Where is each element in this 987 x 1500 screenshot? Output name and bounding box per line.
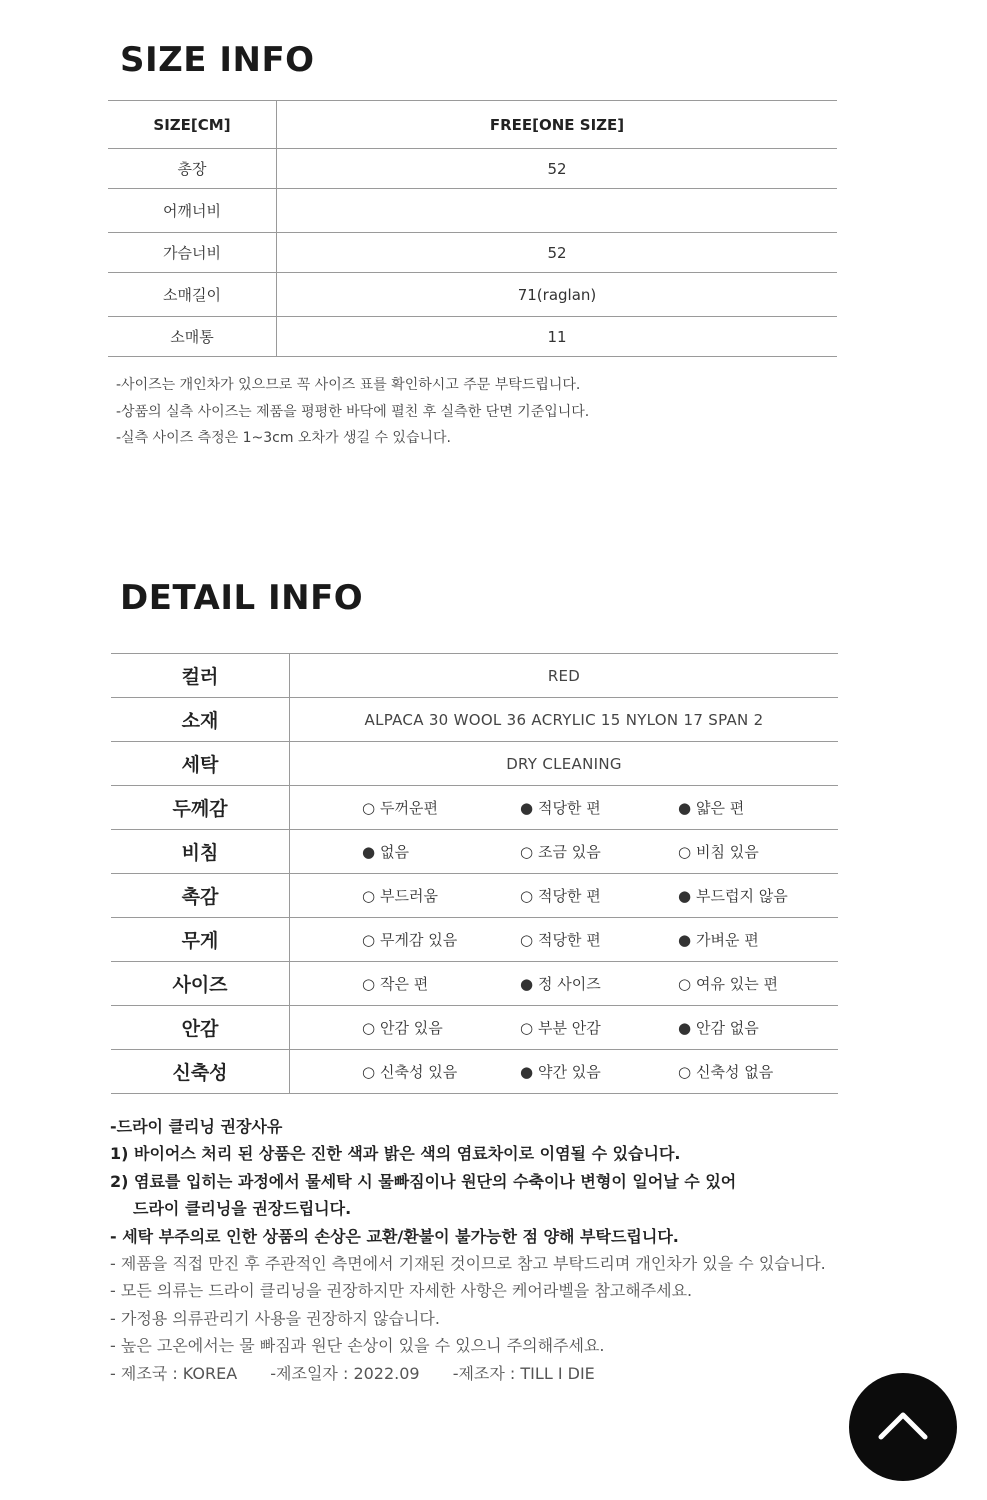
detail-note: - 높은 고온에서는 물 빠짐과 원단 손상이 있을 수 있으니 주의해주세요.: [110, 1336, 605, 1356]
country-of-origin: - 제조국 : KOREA: [110, 1363, 238, 1383]
size-row-label: 소매통: [108, 317, 277, 357]
radio-mark-icon: ●: [362, 843, 376, 861]
size-row-value: [277, 189, 838, 233]
radio-mark-icon: ●: [520, 975, 534, 993]
radio-mark-icon: ●: [678, 887, 692, 905]
rating-row-label: 두께감: [111, 786, 290, 830]
rating-option-text: 두꺼운편: [380, 799, 438, 817]
rating-option: [678, 929, 828, 950]
radio-mark-icon: ○: [362, 1063, 376, 1081]
radio-mark-icon: ○: [520, 887, 534, 905]
rating-row-label: 신축성: [111, 1050, 290, 1094]
rating-row-label: 안감: [111, 1006, 290, 1050]
radio-mark-icon: ●: [520, 1063, 534, 1081]
rating-option: [290, 797, 520, 818]
rating-option: [520, 797, 678, 818]
detail-note: 드라이 클리닝을 권장드립니다.: [133, 1199, 352, 1219]
size-row-label: 총장: [108, 149, 277, 189]
rating-option-text: 얇은 편: [696, 799, 745, 817]
rating-option-text: 안감 없음: [696, 1019, 759, 1037]
size-table-header: [108, 101, 837, 149]
size-info-title: SIZE INFO: [120, 40, 315, 80]
radio-mark-icon: ○: [362, 887, 376, 905]
rating-option: [520, 1061, 678, 1082]
detail-note: - 세탁 부주의로 인한 상품의 손상은 교환/환불이 불가능한 점 양해 부탁드립니다.: [110, 1226, 679, 1246]
radio-mark-icon: ○: [362, 799, 376, 817]
radio-mark-icon: ●: [678, 931, 692, 949]
rating-option: [678, 1061, 828, 1082]
radio-mark-icon: ○: [678, 975, 692, 993]
rating-option-text: 정 사이즈: [538, 975, 601, 993]
size-row: [108, 317, 837, 357]
rating-option-text: 약간 있음: [538, 1063, 601, 1081]
radio-mark-icon: ●: [678, 1019, 692, 1037]
rating-option: [678, 973, 828, 994]
rating-option-text: 적당한 편: [538, 887, 601, 905]
rating-option-text: 무게감 있음: [380, 931, 458, 949]
rating-option-text: 신축성 있음: [380, 1063, 458, 1081]
rating-option: [520, 841, 678, 862]
rating-row-label: 비침: [111, 830, 290, 874]
size-header-value: FREE[ONE SIZE]: [277, 101, 838, 149]
rating-row: [111, 874, 838, 918]
radio-mark-icon: ●: [678, 799, 692, 817]
radio-mark-icon: ○: [362, 1019, 376, 1037]
rating-option-text: 안감 있음: [380, 1019, 443, 1037]
size-row: [108, 273, 837, 317]
rating-option-text: 신축성 없음: [696, 1063, 774, 1081]
rating-option-text: 부드럽지 않음: [696, 887, 788, 905]
detail-note: - 가정용 의류관리기 사용을 권장하지 않습니다.: [110, 1308, 440, 1328]
rating-options: [290, 874, 839, 918]
rating-option-text: 부드러움: [380, 887, 438, 905]
radio-mark-icon: ●: [520, 799, 534, 817]
detail-row: [111, 698, 838, 742]
radio-mark-icon: ○: [678, 843, 692, 861]
size-row-value: 71(raglan): [277, 273, 838, 317]
chevron-up-icon: [849, 1373, 957, 1481]
rating-option: [520, 885, 678, 906]
manufacturer: -제조자 : TILL I DIE: [452, 1363, 595, 1383]
rating-row-label: 사이즈: [111, 962, 290, 1006]
rating-option: [678, 841, 828, 862]
rating-options: [290, 786, 839, 830]
rating-option-text: 가벼운 편: [696, 931, 759, 949]
size-notes: [116, 372, 589, 452]
rating-row: [111, 1050, 838, 1094]
rating-option-text: 비침 있음: [696, 843, 759, 861]
size-note: -사이즈는 개인차가 있으므로 꼭 사이즈 표를 확인하시고 주문 부탁드립니다.: [116, 377, 581, 393]
rating-option-text: 부분 안감: [538, 1019, 601, 1037]
rating-row-label: 무게: [111, 918, 290, 962]
rating-option: [290, 1061, 520, 1082]
detail-row-label: 세탁: [111, 742, 290, 786]
rating-option-text: 없음: [380, 843, 409, 861]
size-row-value: 52: [277, 149, 838, 189]
radio-mark-icon: ○: [520, 931, 534, 949]
radio-mark-icon: ○: [362, 975, 376, 993]
detail-row: [111, 742, 838, 786]
detail-note: -드라이 클리닝 권장사유: [110, 1117, 283, 1136]
rating-option-text: 적당한 편: [538, 931, 601, 949]
rating-row: [111, 918, 838, 962]
washing-value: DRY CLEANING: [290, 742, 839, 786]
detail-row-label: 컬러: [111, 654, 290, 698]
size-row-label: 어깨너비: [108, 189, 277, 233]
detail-note: - 모든 의류는 드라이 클리닝을 권장하지만 자세한 사항은 케어라벨을 참고해주세요.: [110, 1281, 693, 1301]
rating-option: [678, 797, 828, 818]
radio-mark-icon: ○: [520, 1019, 534, 1037]
radio-mark-icon: ○: [678, 1063, 692, 1081]
rating-option: [290, 1017, 520, 1038]
rating-option-text: 여유 있는 편: [696, 975, 778, 993]
rating-option: [290, 929, 520, 950]
rating-option-text: 작은 편: [380, 975, 429, 993]
rating-option: [520, 929, 678, 950]
size-row: [108, 149, 837, 189]
detail-notes: [110, 1113, 826, 1387]
rating-option: [290, 973, 520, 994]
rating-option: [290, 885, 520, 906]
rating-option-text: 조금 있음: [538, 843, 601, 861]
rating-options: [290, 918, 839, 962]
detail-note: - 제품을 직접 만진 후 주관적인 측면에서 기재된 것이므로 참고 부탁드리며 개인차가 있을 수 있습니다.: [110, 1254, 826, 1274]
scroll-to-top-button[interactable]: [849, 1373, 957, 1481]
detail-row-label: 소재: [111, 698, 290, 742]
rating-option: [290, 841, 520, 862]
rating-option: [678, 1017, 828, 1038]
rating-row: [111, 1006, 838, 1050]
rating-option-text: 적당한 편: [538, 799, 601, 817]
rating-row: [111, 962, 838, 1006]
color-value: RED: [290, 654, 839, 698]
detail-info-title: DETAIL INFO: [120, 578, 364, 618]
rating-row: [111, 786, 838, 830]
rating-option: [520, 1017, 678, 1038]
size-row-value: 52: [277, 233, 838, 273]
detail-row: [111, 654, 838, 698]
size-table: [108, 100, 837, 357]
manufacture-info: [110, 1360, 826, 1387]
size-row-label: 소매길이: [108, 273, 277, 317]
size-note: -실측 사이즈 측정은 1~3cm 오차가 생길 수 있습니다.: [116, 430, 451, 446]
size-row: [108, 233, 837, 273]
detail-table: [111, 653, 838, 1094]
rating-row: [111, 830, 838, 874]
rating-options: [290, 1006, 839, 1050]
size-row: [108, 189, 837, 233]
rating-row-label: 촉감: [111, 874, 290, 918]
size-row-value: 11: [277, 317, 838, 357]
size-note: -상품의 실측 사이즈는 제품을 평평한 바닥에 펼친 후 실측한 단면 기준입니다.: [116, 403, 590, 420]
rating-option: [520, 973, 678, 994]
size-row-label: 가슴너비: [108, 233, 277, 273]
size-header-label: SIZE[CM]: [108, 101, 277, 149]
radio-mark-icon: ○: [520, 843, 534, 861]
manufacture-date: -제조일자 : 2022.09: [270, 1363, 420, 1383]
radio-mark-icon: ○: [362, 931, 376, 949]
rating-options: [290, 1050, 839, 1094]
rating-options: [290, 830, 839, 874]
material-value: ALPACA 30 WOOL 36 ACRYLIC 15 NYLON 17 SPAN 2: [290, 698, 839, 742]
rating-options: [290, 962, 839, 1006]
rating-option: [678, 885, 828, 906]
detail-note: 1) 바이어스 처리 된 상품은 진한 색과 밝은 색의 염료차이로 이염될 수 있습니다.: [110, 1144, 681, 1164]
detail-note: 2) 염료를 입히는 과정에서 물세탁 시 물빠짐이나 원단의 수축이나 변형이 일어날 수 있어: [110, 1171, 737, 1191]
